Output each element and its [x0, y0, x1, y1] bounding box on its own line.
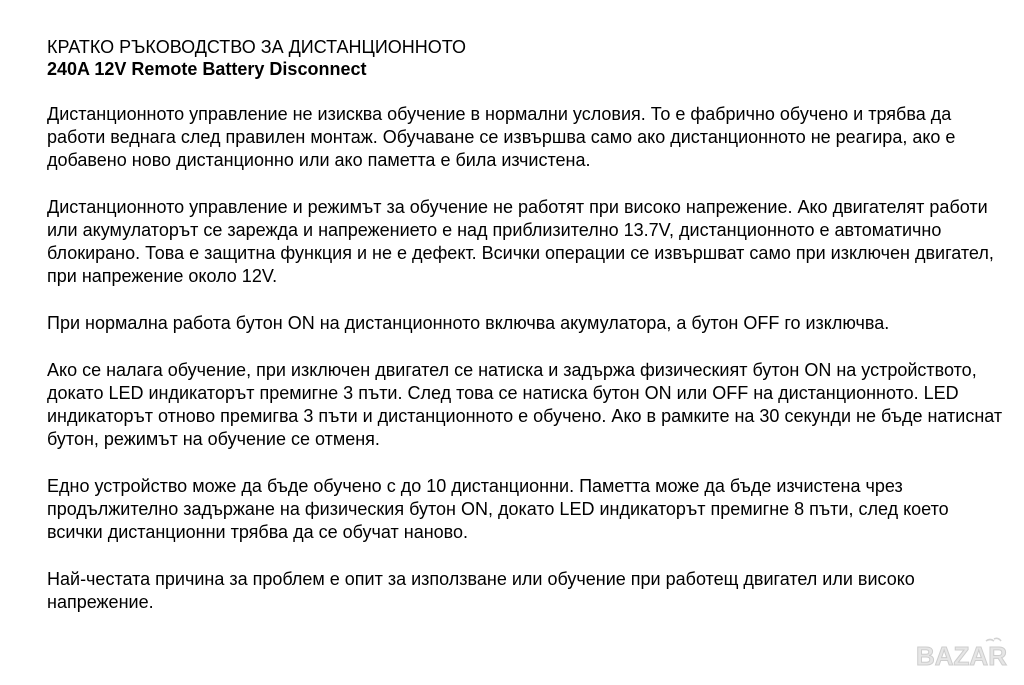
document-subtitle: 240A 12V Remote Battery Disconnect: [47, 59, 367, 79]
bazar-watermark: [914, 637, 1014, 671]
svg-text:BAZAR: BAZAR: [916, 641, 1007, 671]
bazar-logo-icon: [914, 637, 1014, 671]
paragraph-training-info: Дистанционното управление не изисква обучение в нормални условия. То е фабрично обучено и трябва да работи веднага след правилен монтаж. Обучаване се извършва само ако дистанционното не реагира, ако е добавено ново дистанционно или ако паметта е била изчистена.: [47, 104, 956, 170]
document: [47, 36, 1007, 614]
document-title: КРАТКО РЪКОВОДСТВО ЗА ДИСТАНЦИОННОТО: [47, 37, 466, 57]
paragraph-common-problem: Най-честата причина за проблем е опит за използване или обучение при работещ двигател или високо напрежение.: [47, 569, 915, 612]
paragraph-normal-operation: При нормална работа бутон ON на дистанционното включва акумулатора, а бутон OFF го изключва.: [47, 313, 890, 333]
paragraph-memory: Едно устройство може да бъде обучено с до 10 дистанционни. Паметта може да бъде изчистена чрез продължително задържане на физическия бутон ON, докато LED индикаторът премигне 8 пъти, след което всички дистанционни трябва да се обучат наново.: [47, 476, 949, 542]
paragraph-high-voltage: Дистанционното управление и режимът за обучение не работят при високо напрежение. Ако двигателят работи или акумулаторът се зарежда и напрежението е над приблизително 13.7V, дистанционното е автоматично блокирано. Това е защитна функция и не е дефект. Всички операции се извършват само при изключен двигател, при напрежение около 12V.: [47, 197, 994, 286]
paragraph-training-procedure: Ако се налага обучение, при изключен двигател се натиска и задържа физическият бутон ON на устройството, докато LED индикаторът премигне 3 пъти. След това се натиска бутон ON или OFF на дистанционното. LED индикаторът отново премигва 3 пъти и дистанционното е обучено. Ако в рамките на 30 секунди не бъде натиснат бутон, режимът на обучение се отменя.: [47, 360, 1003, 449]
